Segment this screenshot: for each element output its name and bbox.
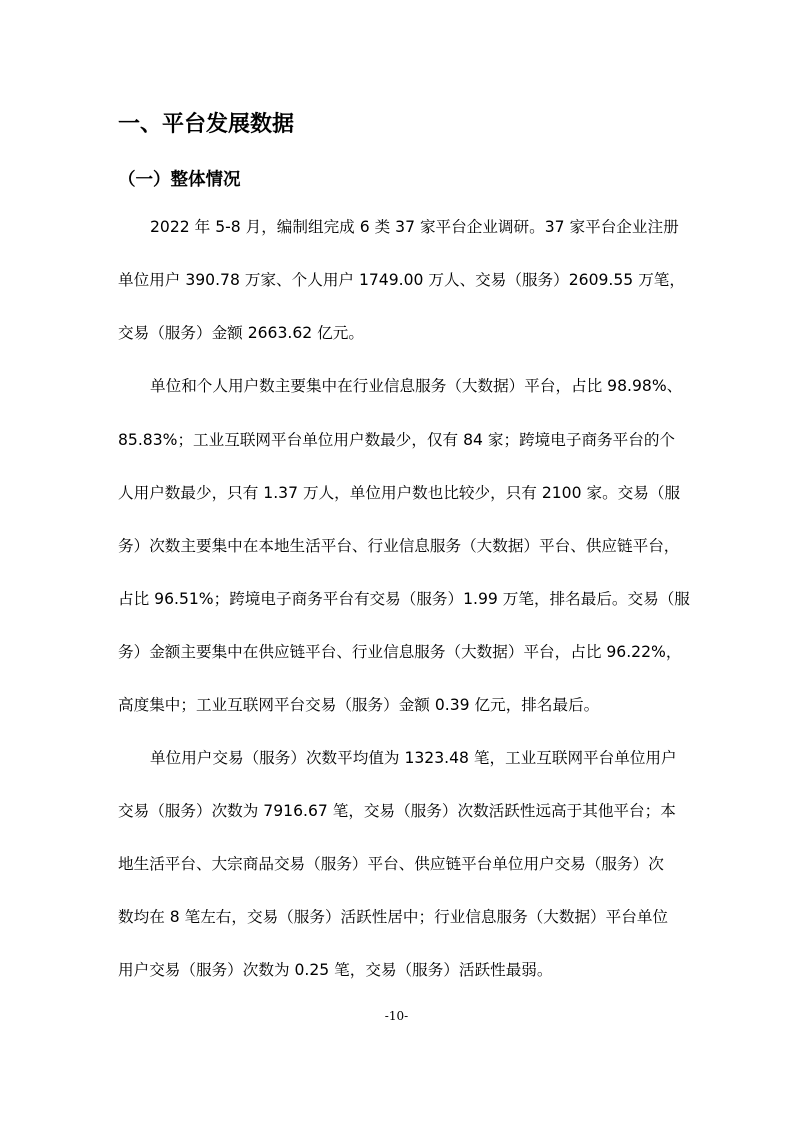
section-heading: 一、平台发展数据: [118, 112, 295, 137]
paragraph-line: 用户交易（服务）次数为 0.25 笔，交易（服务）活跃性最弱。: [118, 961, 553, 979]
paragraph-line: 地生活平台、大宗商品交易（服务）平台、供应链平台单位用户交易（服务）次: [118, 855, 664, 873]
paragraph-line: 务）金额主要集中在供应链平台、行业信息服务（大数据）平台，占比 96.22%，: [118, 643, 682, 661]
subsection-heading: （一）整体情况: [118, 170, 241, 190]
paragraph-line: 2022 年 5-8 月，编制组完成 6 类 37 家平台企业调研。37 家平台企业注册: [150, 218, 679, 236]
paragraph-line: 务）次数主要集中在本地生活平台、行业信息服务（大数据）平台、供应链平台，: [118, 537, 680, 555]
paragraph-line: 数均在 8 笔左右，交易（服务）活跃性居中；行业信息服务（大数据）平台单位: [118, 908, 669, 926]
paragraph-line: 高度集中；工业互联网平台交易（服务）金额 0.39 亿元，排名最后。: [118, 696, 600, 714]
paragraph-line: 单位和个人用户数主要集中在行业信息服务（大数据）平台，占比 98.98%、: [150, 377, 683, 395]
paragraph-line: 交易（服务）次数为 7916.67 笔，交易（服务）次数活跃性远高于其他平台；本: [118, 802, 676, 820]
paragraph-line: 单位用户交易（服务）次数平均值为 1323.48 笔，工业互联网平台单位用户: [150, 749, 677, 767]
paragraph-line: 人用户数最少，只有 1.37 万人，单位用户数也比较少，只有 2100 家。交易（服: [118, 484, 681, 502]
paragraph-line: 单位用户 390.78 万家、个人用户 1749.00 万人、交易（服务）2609.55 万笔，: [118, 271, 685, 289]
paragraph-line: 占比 96.51%；跨境电子商务平台有交易（服务）1.99 万笔，排名最后。交易（服: [118, 590, 690, 608]
paragraph-line: 85.83%；工业互联网平台单位用户数最少，仅有 84 家；跨境电子商务平台的个: [118, 431, 676, 449]
page-number: -10-: [384, 1009, 409, 1023]
paragraph-line: 交易（服务）金额 2663.62 亿元。: [118, 324, 364, 342]
